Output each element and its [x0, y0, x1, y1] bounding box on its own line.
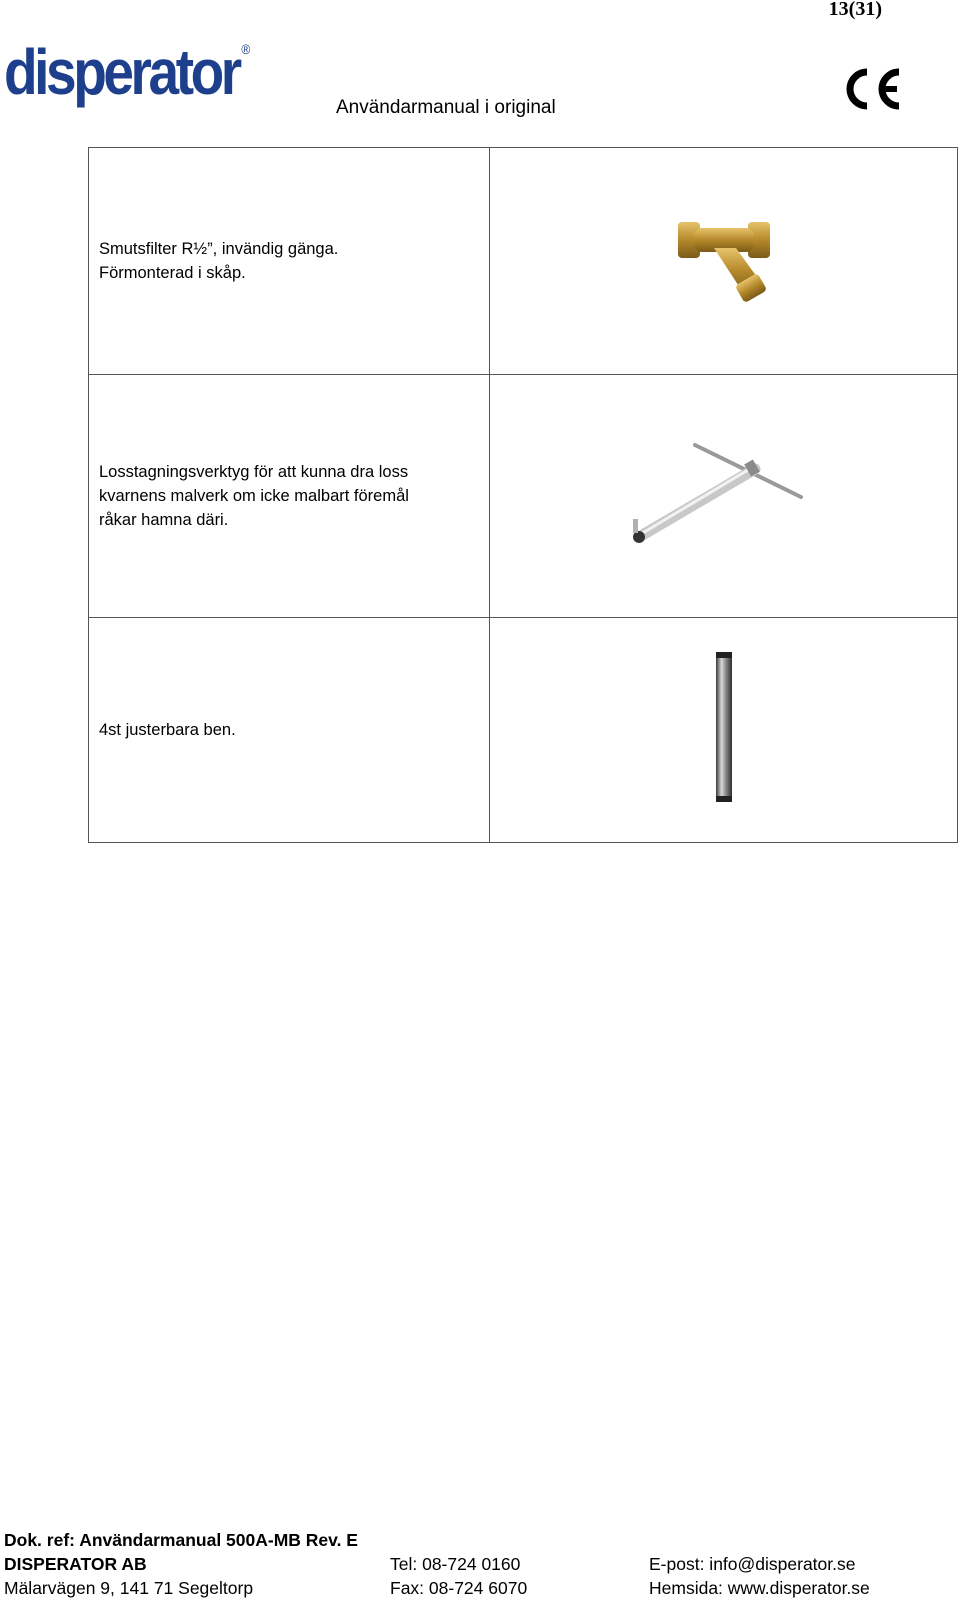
table-row	[89, 375, 958, 618]
ce-mark-icon	[843, 66, 903, 112]
telephone: Tel: 08-724 0160	[390, 1554, 521, 1574]
item-image-cell	[490, 148, 958, 375]
page-footer	[4, 1528, 960, 1600]
item-image-cell	[490, 375, 958, 618]
item-image-cell	[490, 618, 958, 843]
document-title: Användarmanual i original	[336, 97, 556, 118]
item-description	[89, 618, 490, 843]
description-line: Förmonterad i skåp.	[99, 264, 246, 282]
logo-text: disperator	[4, 36, 239, 108]
description-line: kvarnens malverk om icke malbart föremål	[99, 487, 409, 505]
accessories-table	[88, 147, 958, 843]
description-line: 4st justerbara ben.	[99, 721, 236, 739]
item-description	[89, 375, 490, 618]
removal-tool-image	[629, 439, 819, 549]
adjustable-leg-image	[709, 648, 739, 808]
description-line: Losstagningsverktyg för att kunna dra loss	[99, 463, 409, 481]
registered-mark: ®	[241, 41, 251, 57]
y-strainer-image	[674, 214, 774, 304]
footer-row	[4, 1576, 960, 1600]
description-line: Smutsfilter R½”, invändig gänga.	[99, 240, 339, 258]
table-row	[89, 618, 958, 843]
address: Mälarvägen 9, 141 71 Segeltorp	[4, 1578, 254, 1598]
description-line: råkar hamna däri.	[99, 511, 229, 529]
website: Hemsida: www.disperator.se	[649, 1578, 870, 1598]
email: E-post: info@disperator.se	[649, 1554, 856, 1574]
company-name: DISPERATOR AB	[4, 1554, 147, 1574]
disperator-logo	[4, 36, 251, 108]
item-description	[89, 148, 490, 375]
footer-row	[4, 1552, 960, 1576]
table-row	[89, 148, 958, 375]
document-reference: Dok. ref: Användarmanual 500A-MB Rev. E	[4, 1530, 358, 1550]
fax: Fax: 08-724 6070	[390, 1578, 528, 1598]
page-number: 13(31)	[828, 0, 882, 20]
